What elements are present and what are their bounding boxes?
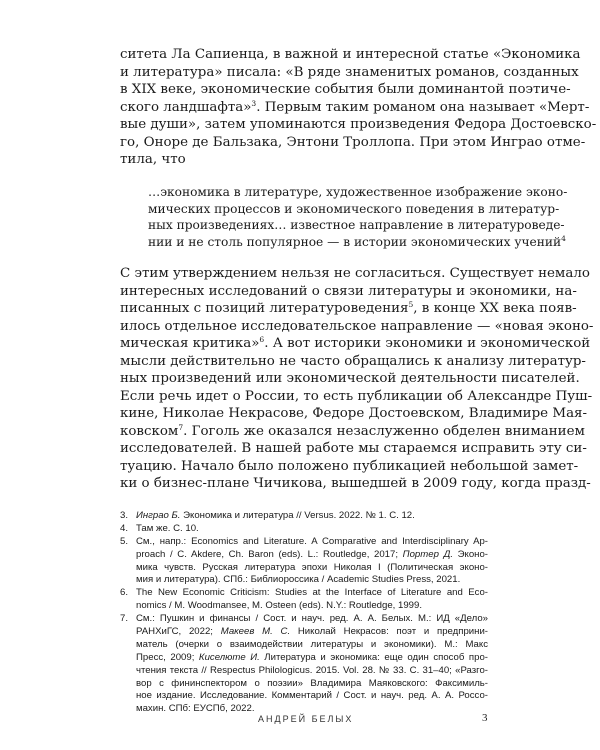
- footnote-ref-4[interactable]: 4: [561, 233, 566, 243]
- footnotes: [120, 510, 488, 716]
- footnote-line: матель (очерки о взаимодействии литературы и экономики). М.: Макс: [136, 638, 488, 650]
- text-line: ситета Ла Сапиенца, в важной и интересной статье «Экономика: [120, 47, 581, 62]
- footnote-line: чтения текста // Respectus Philologicus. 2015. Vol. 28. № 33. С. 31–40; «Разго-: [136, 664, 488, 676]
- footnote-author: Инграо Б.: [136, 510, 181, 521]
- text-line: интересных исследований о связи литературы и экономики, на-: [120, 283, 577, 299]
- quote-line: мических процессов и экономического поведения в литератур-: [148, 201, 560, 216]
- footnote-ref-3[interactable]: 3: [251, 98, 257, 108]
- footnote-line: [120, 523, 488, 536]
- text-span: The New Economic Criticism: Studies at the Interface of Literature and Eco-: [136, 587, 488, 599]
- footnote-4: [120, 523, 488, 536]
- footnote-author: Киселюте И.: [198, 651, 260, 663]
- text-span: proach / C. Akdere, Ch. Baron (eds). L.: Routledge, 2017;: [136, 548, 403, 560]
- footnote-line: махин. СПб: ЕУСПб, 2022.: [136, 703, 255, 715]
- footnote-3: [120, 510, 488, 523]
- footnote-line: ное издание. Исследование. Комментарий / Сост. и науч. ред. А. А. Россо-: [136, 690, 488, 702]
- text-line: кине, Николае Некрасове, Федоре Достоевском, Владимире Мая-: [120, 406, 588, 421]
- text-span: . Первым таким романом она называет «Мерт-: [256, 99, 590, 115]
- text-line: в XIX веке, экономические события были доминантой поэтиче-: [120, 82, 571, 97]
- text-span: Там же. С. 10.: [136, 522, 199, 534]
- quote-line: [148, 233, 566, 251]
- footnote-ref-6[interactable]: 6: [259, 335, 265, 344]
- text-span: нии и не столь популярное — в истории экономических учений: [148, 234, 562, 249]
- footnote-line: вор с фининспектором о поэзии» Владимира Маяковского: Факсимиль-: [136, 677, 488, 689]
- text-span: Литература и экономика: еще один способ про-: [259, 651, 488, 663]
- footnote-5: [120, 536, 488, 588]
- text-line: илось отдельное исследовательское направление — «новая эконо-: [120, 318, 594, 334]
- body-paragraph-1: [120, 46, 597, 169]
- text-line: ки о бизнес-плане Чичикова, вышедшей в 2009 году, когда празд-: [120, 476, 591, 491]
- text-span: ского ландшафта»: [120, 99, 252, 115]
- text-span: Экономика и литература // Versus. 2022. № 1. С. 12.: [180, 510, 415, 521]
- footnote-line: [120, 652, 488, 665]
- text-span: писанных с позиций литературоведения: [120, 301, 409, 316]
- text-span: . А вот историки экономики и экономической: [264, 336, 591, 351]
- body-paragraph-2: [120, 265, 594, 493]
- block-quote: [148, 184, 568, 250]
- text-span: ковском: [120, 423, 179, 439]
- text-span: , в конце XX века появ-: [413, 301, 577, 316]
- running-footer-author: АНДРЕЙ БЕЛЫХ: [258, 714, 354, 724]
- footnote-line: [120, 510, 488, 523]
- text-line: и литература» писала: «В ряде знаменитых романов, созданных: [120, 64, 579, 80]
- text-line: вые души», затем упоминаются произведения Федора Достоевско-: [120, 117, 597, 132]
- text-line: Если речь идет о России, то есть публикации об Александре Пуш-: [120, 388, 593, 404]
- text-line: туацию. Начало было положено публикацией небольшой замет-: [120, 458, 579, 474]
- footnote-number: 6.: [120, 587, 129, 599]
- footnote-number: 4.: [120, 522, 129, 534]
- footnote-number: 3.: [120, 510, 129, 521]
- footnote-line: [120, 626, 488, 639]
- footnote-author: Макеев М. С.: [220, 626, 291, 638]
- footnote-6: [120, 587, 488, 613]
- footnote-ref-7[interactable]: 7: [178, 422, 184, 432]
- text-span: Эконо-: [453, 548, 489, 560]
- footnote-line: мия и литература). СПб.: Библиороссика / Academic Studies Press, 2021.: [136, 574, 461, 586]
- text-line: го, Оноре де Бальзака, Энтони Троллопа. При этом Инграо отме-: [120, 134, 586, 150]
- footnote-ref-5[interactable]: 5: [408, 300, 414, 309]
- footnote-author: Портер Д.: [402, 548, 453, 560]
- footnote-line: [120, 587, 488, 600]
- quote-line: ных произведениях… известное направление в литературоведе-: [148, 218, 565, 233]
- text-span: . Гоголь же оказался незаслуженно обделен вниманием: [183, 423, 585, 439]
- footnote-number: 5.: [120, 535, 129, 547]
- footnote-number: 7.: [120, 613, 129, 625]
- footnote-line: [120, 536, 488, 549]
- page-number: 3: [482, 712, 488, 724]
- footnote-line: [120, 549, 488, 562]
- text-span: См.: Пушкин и финансы / Сост. и науч. ред. А. А. Белых. М.: ИД «Дело»: [136, 613, 488, 625]
- text-span: Николай Некрасов: поэт и предприни-: [290, 626, 488, 638]
- text-line: тила, что: [120, 152, 186, 167]
- text-span: См., напр.: Economics and Literature. A Comparative and Interdisciplinary Ap-: [136, 535, 488, 547]
- text-span: РАНХиГС, 2022;: [136, 626, 221, 638]
- text-line: С этим утверждением нельзя не согласиться. Существует немало: [120, 266, 590, 281]
- text-line: [120, 98, 590, 117]
- text-line: исследователей. В нашей работе мы стараемся исправить эту си-: [120, 441, 587, 456]
- text-span: мическая критика»: [120, 336, 260, 351]
- text-line: [120, 422, 585, 441]
- footnote-line: мика чувств. Русская литература эпохи Николая I (Политическая эконо-: [136, 561, 488, 573]
- footnote-line: [120, 613, 488, 626]
- text-line: ных произведений или экономической деятельности писателей.: [120, 371, 580, 386]
- footnote-line: nomics / M. Woodmansee, M. Osteen (eds). N.Y.: Routledge, 1999.: [136, 600, 422, 612]
- text-line: [120, 300, 577, 318]
- text-span: Пресс, 2009;: [136, 651, 199, 663]
- text-line: мысли действительно не часто обращались к анализу литератур-: [120, 353, 586, 369]
- text-line: [120, 335, 591, 353]
- quote-line: …экономика в литературе, художественное изображение эконо-: [148, 185, 568, 199]
- footnote-7: [120, 613, 488, 716]
